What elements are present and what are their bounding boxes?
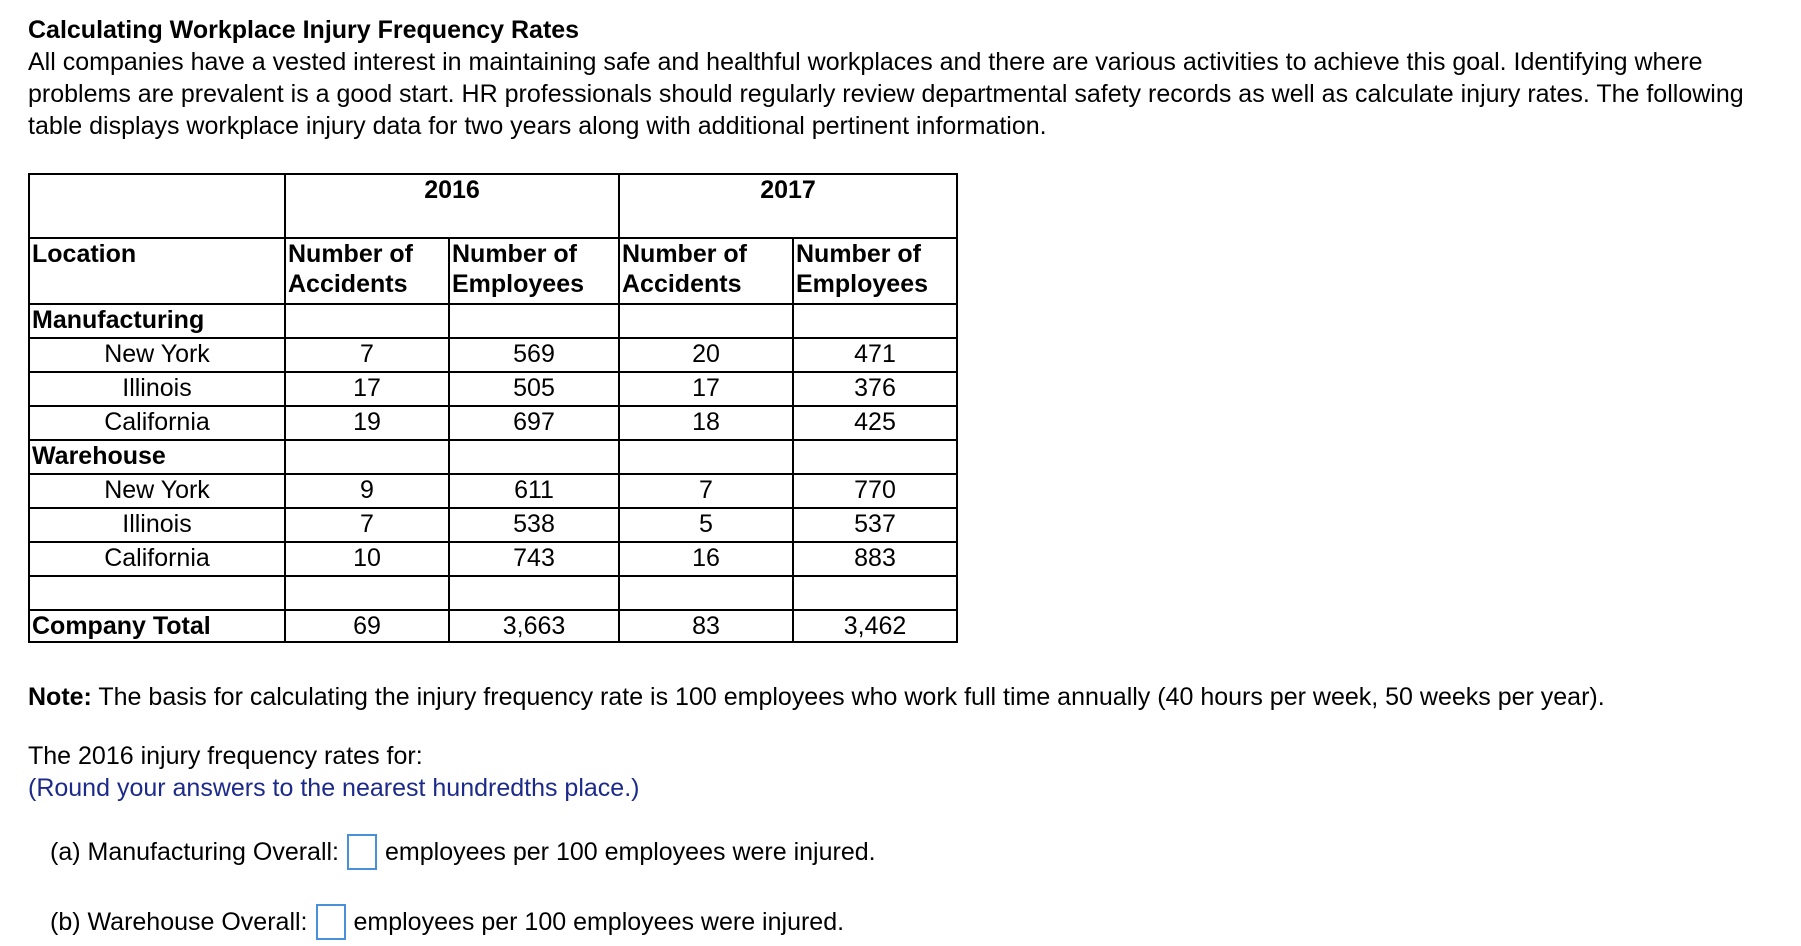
total-employees-2017: 3,462 bbox=[793, 610, 957, 642]
employees-2016-cell: 505 bbox=[449, 372, 619, 406]
company-total-row bbox=[29, 610, 957, 642]
accidents-2016-cell: 7 bbox=[285, 508, 449, 542]
location-cell: New York bbox=[29, 474, 285, 508]
employees-2016-cell: 611 bbox=[449, 474, 619, 508]
accidents-2017-cell: 16 bbox=[619, 542, 793, 576]
accidents-2017-cell: 18 bbox=[619, 406, 793, 440]
employees-2017-cell: 883 bbox=[793, 542, 957, 576]
accidents-2016-cell: 7 bbox=[285, 338, 449, 372]
spacer-row bbox=[29, 576, 957, 610]
accidents-2016-header: Number of Accidents bbox=[285, 238, 449, 304]
year-2017-header: 2017 bbox=[619, 174, 957, 238]
accidents-2017-cell: 5 bbox=[619, 508, 793, 542]
question-b bbox=[50, 902, 844, 942]
note-text: The basis for calculating the injury frequency rate is 100 employees who work full time annually (40 hours per week, 50 weeks per year). bbox=[91, 683, 1605, 711]
employees-2017-header: Number of Employees bbox=[793, 238, 957, 304]
employees-2017-cell: 770 bbox=[793, 474, 957, 508]
column-header-row bbox=[29, 238, 957, 304]
employees-2017-cell: 376 bbox=[793, 372, 957, 406]
employees-2016-cell: 697 bbox=[449, 406, 619, 440]
table-row bbox=[29, 338, 957, 372]
accidents-2017-cell: 7 bbox=[619, 474, 793, 508]
rounding-hint: (Round your answers to the nearest hundredths place.) bbox=[28, 774, 640, 802]
category-row-manufacturing bbox=[29, 304, 957, 338]
question-b-label: (b) Warehouse Overall: bbox=[50, 908, 308, 936]
question-content bbox=[28, 14, 1788, 936]
employees-2016-cell: 538 bbox=[449, 508, 619, 542]
location-header: Location bbox=[29, 238, 285, 304]
accidents-2017-cell: 20 bbox=[619, 338, 793, 372]
location-cell: Illinois bbox=[29, 372, 285, 406]
total-employees-2016: 3,663 bbox=[449, 610, 619, 642]
question-a-label: (a) Manufacturing Overall: bbox=[50, 838, 340, 866]
location-cell: New York bbox=[29, 338, 285, 372]
injury-data-table bbox=[28, 173, 958, 643]
total-label: Company Total bbox=[29, 610, 285, 642]
employees-2017-cell: 537 bbox=[793, 508, 957, 542]
employees-2016-cell: 569 bbox=[449, 338, 619, 372]
category-row-warehouse bbox=[29, 440, 957, 474]
table-row bbox=[29, 372, 957, 406]
total-accidents-2016: 69 bbox=[285, 610, 449, 642]
accidents-2016-cell: 17 bbox=[285, 372, 449, 406]
page-title: Calculating Workplace Injury Frequency Rates bbox=[28, 16, 580, 44]
table-row bbox=[29, 406, 957, 440]
total-accidents-2017: 83 bbox=[619, 610, 793, 642]
year-header-row bbox=[29, 174, 957, 238]
location-cell: California bbox=[29, 542, 285, 576]
intro-paragraph: All companies have a vested interest in maintaining safe and healthful workplaces and there are various activities to achieve this goal. Identifying where problems are prevalent is a good start. HR professionals should regularly review departmental safety records as well as calculate injury rates. The following table displays workplace injury data for two years along with additional pertinent information. bbox=[28, 48, 1744, 140]
location-cell: California bbox=[29, 406, 285, 440]
accidents-2017-cell: 17 bbox=[619, 372, 793, 406]
category-label: Warehouse bbox=[29, 440, 285, 474]
question-prompt: The 2016 injury frequency rates for: bbox=[28, 742, 423, 770]
employees-2016-cell: 743 bbox=[449, 542, 619, 576]
table-row bbox=[29, 474, 957, 508]
accidents-2017-header: Number of Accidents bbox=[619, 238, 793, 304]
empty-corner-cell bbox=[29, 174, 285, 238]
question-a bbox=[50, 832, 876, 872]
year-2016-header: 2016 bbox=[285, 174, 619, 238]
employees-2017-cell: 425 bbox=[793, 406, 957, 440]
accidents-2016-cell: 9 bbox=[285, 474, 449, 508]
location-cell: Illinois bbox=[29, 508, 285, 542]
employees-2017-cell: 471 bbox=[793, 338, 957, 372]
question-b-suffix: employees per 100 employees were injured. bbox=[353, 908, 845, 936]
note-paragraph bbox=[28, 683, 1605, 712]
warehouse-answer-input[interactable] bbox=[316, 904, 346, 940]
note-label: Note: bbox=[28, 683, 92, 711]
manufacturing-answer-input[interactable] bbox=[347, 834, 377, 870]
question-a-suffix: employees per 100 employees were injured. bbox=[385, 838, 876, 866]
category-label: Manufacturing bbox=[29, 304, 285, 338]
table-row bbox=[29, 542, 957, 576]
accidents-2016-cell: 19 bbox=[285, 406, 449, 440]
employees-2016-header: Number of Employees bbox=[449, 238, 619, 304]
accidents-2016-cell: 10 bbox=[285, 542, 449, 576]
table-row bbox=[29, 508, 957, 542]
